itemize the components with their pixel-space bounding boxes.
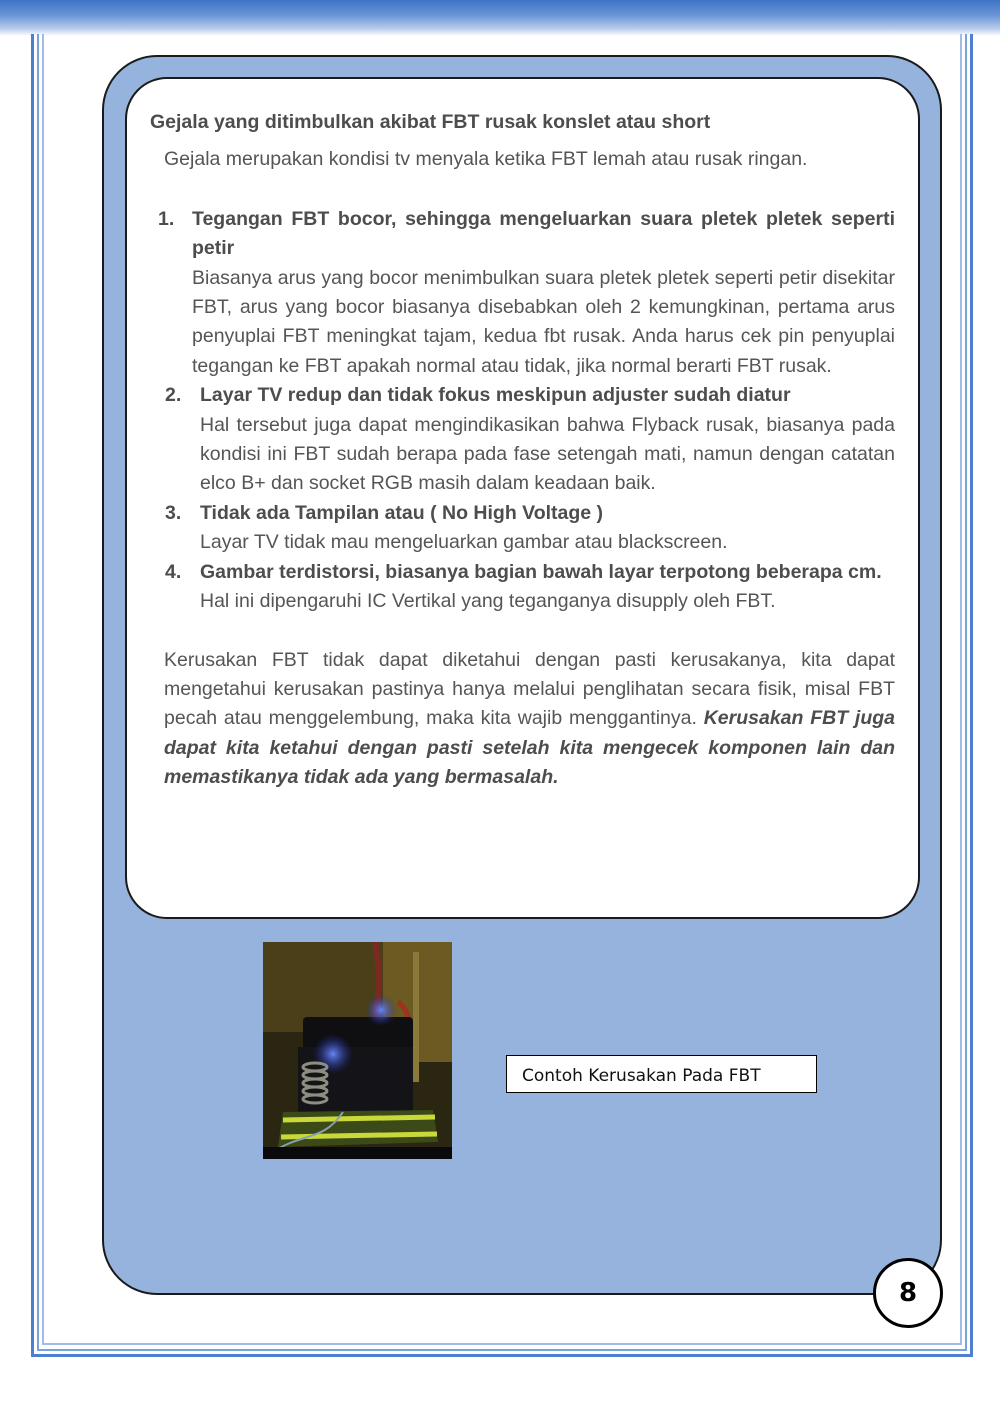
list-item: [150, 205, 895, 381]
text-content: [150, 108, 895, 793]
list-item-description: Biasanya arus yang bocor menimbulkan suara pletek pletek seperti petir disekitar FBT, arus yang bocor biasanya disebabkan oleh 2 kemungkinan, pertama arus penyuplai FBT meningkat tajam, kedua fbt rusak. Anda harus cek pin penyuplai tegangan ke FBT apakah normal atau tidak, jika normal berarti FBT rusak.: [192, 266, 895, 377]
list-item-number: 2.: [165, 384, 182, 407]
closing-text: Kerusakan FBT tidak dapat diketahui dengan pasti kerusakanya, kita dapat mengetahui kerusakan pastinya hanya melalui penglihatan secara fisik, misal FBT pecah atau menggelembung, maka kita wajib menggantinya.: [164, 648, 895, 730]
list-item-title: Layar TV redup dan tidak fokus meskipun adjuster sudah diatur: [200, 384, 791, 407]
list-item: [150, 558, 895, 617]
list-item-title: Tegangan FBT bocor, sehingga mengeluarkan suara pletek pletek seperti petir: [192, 207, 895, 260]
list-item: [150, 381, 895, 499]
list-item-title: Gambar terdistorsi, biasanya bagian bawah layar terpotong beberapa cm.: [200, 560, 882, 583]
list-item-title: Tidak ada Tampilan atau ( No High Voltage ): [200, 501, 604, 524]
fbt-damage-photo: [263, 942, 452, 1159]
list-item-number: 3.: [165, 501, 182, 524]
intro-paragraph: Gejala merupakan kondisi tv menyala ketika FBT lemah atau rusak ringan.: [164, 148, 808, 171]
list-item-description: Layar TV tidak mau mengeluarkan gambar atau blackscreen.: [200, 531, 728, 554]
closing-paragraph: [164, 646, 895, 793]
list-item-description: Hal tersebut juga dapat mengindikasikan bahwa Flyback rusak, biasanya pada kondisi ini FBT sudah berapa pada fase setengah mati, namun dengan catatan elco B+ dan socket RGB masih dalam keadaan baik.: [200, 413, 895, 495]
list-item-number: 1.: [158, 207, 175, 230]
list-item: [150, 499, 895, 558]
list-item-description: Hal ini dipengaruhi IC Vertikal yang teganganya disupply oleh FBT.: [200, 590, 776, 613]
page-number: 8: [873, 1258, 943, 1328]
header-gradient-bar: [0, 0, 1000, 36]
list-item-number: 4.: [165, 560, 182, 583]
closing-emphasis: Kerusakan FBT juga dapat kita ketahui dengan pasti setelah kita mengecek komponen lain dan memastikanya tidak ada yang bermasalah.: [164, 707, 895, 789]
photo-caption: Contoh Kerusakan Pada FBT: [506, 1055, 817, 1093]
section-heading: Gejala yang ditimbulkan akibat FBT rusak konslet atau short: [150, 111, 711, 133]
